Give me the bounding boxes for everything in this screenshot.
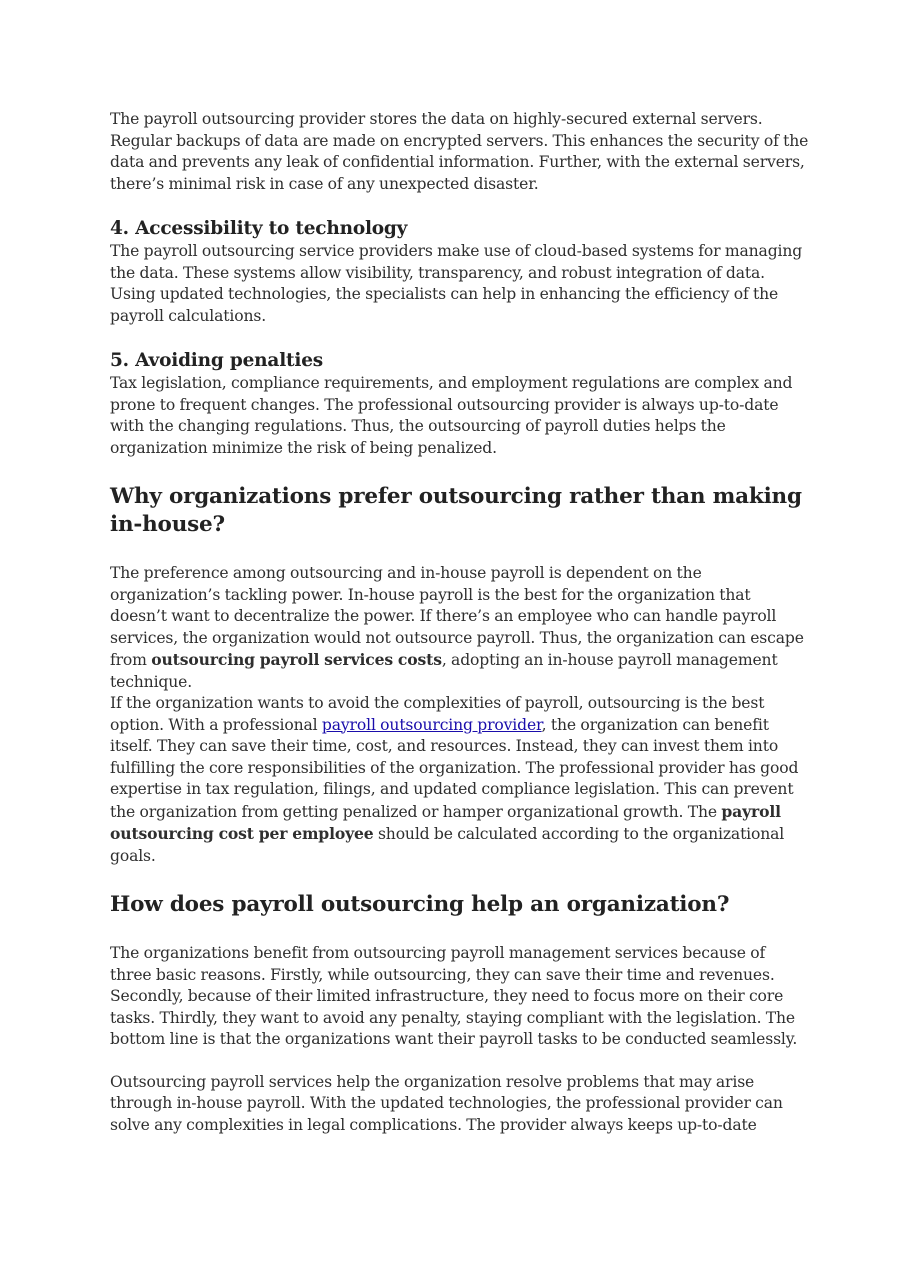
why-paragraph-2 <box>110 693 810 867</box>
payroll-provider-link[interactable]: payroll outsourcing provider <box>321 715 542 734</box>
why-heading: Why organizations prefer outsourcing rather than making in-house? <box>110 484 802 537</box>
why-p2-text-end: should be calculated according to the organizational goals. <box>110 825 785 865</box>
how-heading: How does payroll outsourcing help an organization? <box>110 892 730 917</box>
why-p2-bold-phrase: payroll outsourcing cost per employee <box>110 801 781 843</box>
section-5-heading: 5. Avoiding penalties <box>110 350 323 371</box>
why-p1-text-start: The preference among outsourcing and in-house payroll is dependent on the organization’s tackling power. In-house payroll is the best for the organization that doesn’t want to decentralize the power. If there’s an employee who can handle payroll services, the organization would not outsource payroll. Thus, the organization can escape from <box>110 564 804 669</box>
why-p1-text-end: , adopting an in-house payroll management technique. <box>110 651 778 691</box>
intro-paragraph: The payroll outsourcing provider stores the data on highly-secured external servers. Regular backups of data are made on encrypted servers. This enhances the security of the data and prevents any leak of confidential information. Further, with the external servers, there’s minimal risk in case of any unexpected disaster. <box>110 110 809 193</box>
how-paragraph-2: Outsourcing payroll services help the organization resolve problems that may arise through in-house payroll. With the updated technologies, the professional provider can solve any complexities in legal complications. The provider always keeps up-to-date <box>110 1072 783 1134</box>
section-4-heading: 4. Accessibility to technology <box>110 218 408 239</box>
how-paragraph-1: The organizations benefit from outsourcing payroll management services because of three basic reasons. Firstly, while outsourcing, they can save their time and revenues. Secondly, because of their limited infrastructure, they need to focus more on their core tasks. Thirdly, they want to avoid any penalty, staying compliant with the legislation. The bottom line is that the organizations want their payroll tasks to be conducted seamlessly. <box>110 944 798 1048</box>
why-p2-text-middle: , the organization can benefit itself. They can save their time, cost, and resources. Instead, they can invest them into fulfilling the core responsibilities of the organization. The professional provider has good expertise in tax regulation, filings, and updated compliance legislation. This can prevent the organization from getting penalized or hamper organizational growth. The <box>110 715 799 821</box>
why-p1-bold-phrase: outsourcing payroll services costs <box>151 650 442 669</box>
section-5-paragraph: Tax legislation, compliance requirements, and employment regulations are complex and prone to frequent changes. The professional outsourcing provider is always up-to-date with the changing regulations. Thus, the outsourcing of payroll duties helps the organization minimize the risk of being penalized. <box>110 374 793 457</box>
section-4-paragraph: The payroll outsourcing service providers make use of cloud-based systems for managing the data. These systems allow visibility, transparency, and robust integration of data. Using updated technologies, the specialists can help in enhancing the efficiency of the payroll calculations. <box>110 242 803 325</box>
why-p2-text-start: If the organization wants to avoid the complexities of payroll, outsourcing is the best option. With a professional <box>110 694 765 734</box>
why-paragraph-1 <box>110 563 810 693</box>
